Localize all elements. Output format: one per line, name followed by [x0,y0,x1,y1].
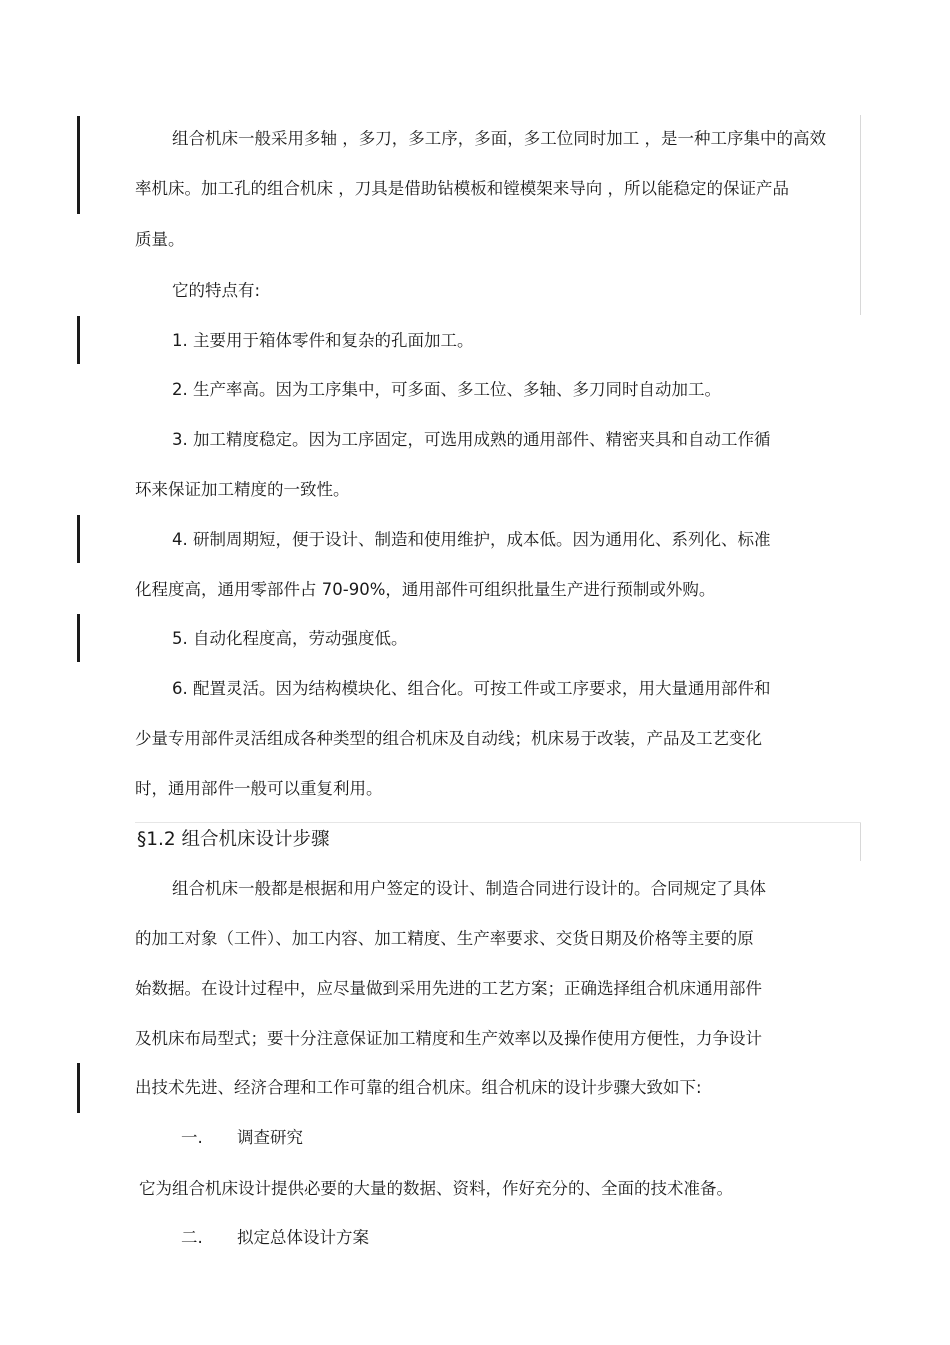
step-number: 一. [181,1128,203,1147]
section-body-line: 及机床布局型式；要十分注意保证加工精度和生产效率以及操作使用方便性，力争设计 [135,1029,762,1048]
feature-item: 2. 生产率高。因为工序集中，可多面、多工位、多轴、多刀同时自动加工。 [172,380,721,399]
step-number: 二. [181,1228,203,1247]
feature-item-cont: 环来保证加工精度的一致性。 [135,480,350,499]
intro-line: 组合机床一般采用多轴 ，多刀，多工序，多面，多工位同时加工 ，是一种工序集中的高效 [172,129,826,148]
feature-item-cont: 时，通用部件一般可以重复利用。 [135,779,383,798]
section-body-line: 出技术先进、经济合理和工作可靠的组合机床。组合机床的设计步骤大致如下: [135,1078,702,1097]
margin-bar [77,116,80,214]
step-title: 调查研究 [237,1128,303,1147]
feature-item: 1. 主要用于箱体零件和复杂的孔面加工。 [172,331,474,350]
features-lead: 它的特点有: [172,281,261,300]
section-body-line: 始数据。在设计过程中，应尽量做到采用先进的工艺方案；正确选择组合机床通用部件 [135,979,762,998]
feature-item-cont: 少量专用部件灵活组成各种类型的组合机床及自动线；机床易于改装，产品及工艺变化 [135,729,762,748]
step-title: 拟定总体设计方案 [237,1228,369,1247]
section-body-line: 的加工对象（工件）、加工内容、加工精度、生产率要求、交货日期及价格等主要的原 [135,929,754,948]
margin-bar [77,614,80,662]
right-rule [860,823,861,861]
feature-item: 4. 研制周期短，便于设计、制造和使用维护，成本低。因为通用化、系列化、标准 [172,530,771,549]
margin-bar [77,316,80,364]
margin-bar [77,1063,80,1113]
feature-item: 5. 自动化程度高，劳动强度低。 [172,629,408,648]
section-body-line: 组合机床一般都是根据和用户签定的设计、制造合同进行设计的。合同规定了具体 [172,879,766,898]
right-rule [860,115,861,315]
intro-line: 率机床。加工孔的组合机床 ，刀具是借助钻模板和镗模架来导向 ，所以能稳定的保证产品 [135,179,789,198]
section-rule [135,822,861,823]
feature-item: 6. 配置灵活。因为结构模块化、组合化。可按工件或工序要求，用大量通用部件和 [172,679,771,698]
margin-bar [77,515,80,563]
feature-item-cont: 化程度高，通用零部件占 70-90%，通用部件可组织批量生产进行预制或外购。 [135,580,716,599]
step-description: 它为组合机床设计提供必要的大量的数据、资料，作好充分的、全面的技术准备。 [139,1179,733,1198]
feature-item: 3. 加工精度稳定。因为工序固定，可选用成熟的通用部件、精密夹具和自动工作循 [172,430,771,449]
section-heading: §1.2 组合机床设计步骤 [137,829,330,850]
intro-line: 质量。 [135,230,185,249]
